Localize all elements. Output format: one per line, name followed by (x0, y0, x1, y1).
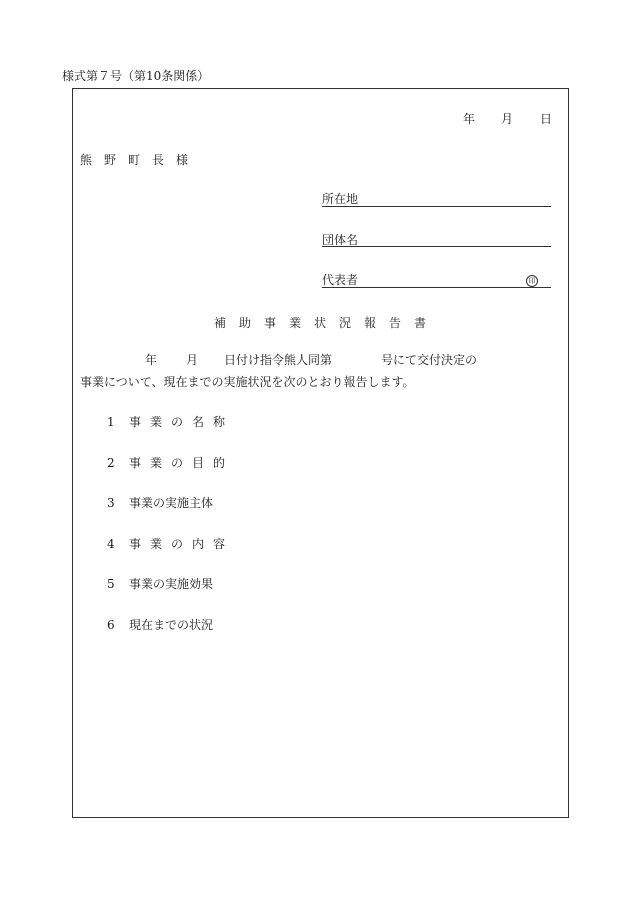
item-number: 4 (107, 537, 115, 551)
item-label: 現在までの状況 (129, 618, 214, 632)
body-line-1: 日付け指令熊人同第 (224, 353, 333, 367)
item-number: 1 (107, 415, 115, 429)
representative-label: 代表者 (322, 273, 359, 287)
item-label: 事業の実施主体 (129, 496, 214, 510)
form-frame (72, 88, 569, 818)
item-number: 5 (107, 577, 115, 591)
organization-field-line[interactable] (322, 246, 551, 247)
organization-label: 団体名 (322, 233, 359, 247)
date-day-label: 日 (540, 112, 553, 126)
item-number: 6 (107, 618, 115, 632)
body-line-1b: 号にて交付決定の (381, 353, 478, 367)
document-title: 補助事業状況報告書 (214, 316, 440, 330)
body-line-2: 事業について、現在までの実施状況を次のとおり報告します。 (80, 375, 415, 389)
item-label: 事業の名称 (129, 415, 235, 429)
date-month-label: 月 (501, 112, 514, 126)
addressee: 熊野町長様 (80, 153, 201, 167)
form-number-label: 様式第７号（第10条関係） (62, 69, 210, 83)
body-month-label: 月 (186, 353, 199, 367)
address-label: 所在地 (322, 192, 359, 206)
item-number: 2 (107, 456, 115, 470)
item-number: 3 (107, 496, 115, 510)
item-label: 事業の内容 (129, 537, 235, 551)
item-label: 事業の実施効果 (129, 577, 214, 591)
item-label: 事業の目的 (129, 456, 235, 470)
representative-field-line[interactable] (322, 287, 551, 288)
body-year-label: 年 (145, 353, 158, 367)
date-year-label: 年 (463, 112, 476, 126)
seal-mark: 印 (526, 275, 538, 287)
address-field-line[interactable] (322, 206, 551, 207)
